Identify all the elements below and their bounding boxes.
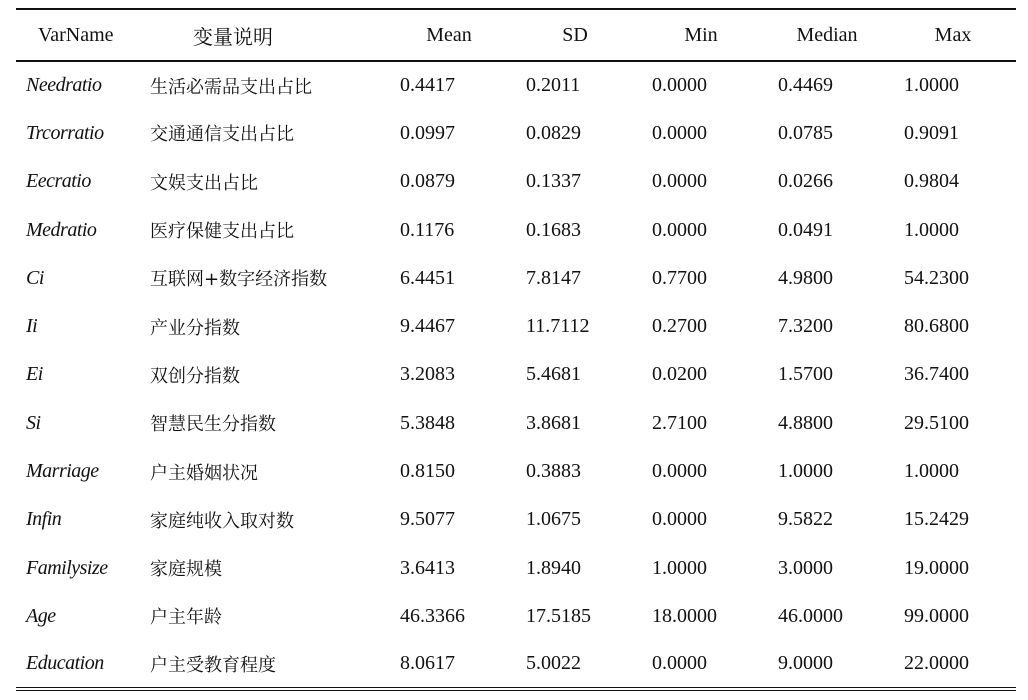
cell-min: 0.0000	[652, 74, 707, 97]
cell-sd: 1.8940	[526, 556, 581, 579]
cell-description: 交通通信支出占比	[150, 124, 294, 146]
table-row	[16, 496, 1016, 544]
cell-mean: 3.2083	[400, 363, 455, 386]
cell-sd: 7.8147	[526, 266, 581, 289]
cell-varname: Marriage	[26, 460, 99, 483]
cell-description: 家庭规模	[150, 559, 222, 581]
cell-max: 29.5100	[904, 411, 969, 434]
cell-max: 0.9804	[904, 170, 959, 193]
table-header	[16, 9, 1016, 61]
cell-mean: 5.3848	[400, 411, 455, 434]
cell-max: 1.0000	[904, 460, 959, 483]
cell-sd: 11.7112	[526, 315, 590, 338]
cell-sd: 17.5185	[526, 604, 591, 627]
cell-min: 0.0000	[652, 218, 707, 241]
cell-description: 智慧民生分指数	[150, 414, 276, 436]
cell-description: 文娱支出占比	[150, 172, 258, 194]
cell-mean: 6.4451	[400, 266, 455, 289]
cell-min: 0.0000	[638, 641, 764, 689]
table-row	[16, 109, 1016, 157]
cell-median: 1.0000	[778, 460, 833, 483]
cell-varname: Medratio	[26, 218, 97, 241]
table-row	[16, 447, 1016, 495]
cell-min: 1.0000	[652, 556, 707, 579]
cell-description: 户主婚姻状况	[150, 462, 258, 484]
cell-mean: 0.0997	[400, 121, 455, 144]
header-row	[16, 9, 1016, 61]
table-body	[16, 61, 1016, 689]
cell-description: 家庭纯收入取对数	[150, 510, 294, 532]
header-varname: VarName	[16, 9, 136, 61]
cell-varname: Age	[26, 604, 56, 627]
cell-mean: 0.4417	[400, 74, 455, 97]
cell-max: 22.0000	[890, 641, 1016, 689]
cell-sd: 5.4681	[526, 363, 581, 386]
header-max: Max	[890, 9, 1016, 61]
cell-varname: Ci	[26, 266, 44, 289]
cell-varname: Ii	[26, 315, 38, 338]
cell-description: 双创分指数	[150, 365, 240, 387]
table-row	[16, 399, 1016, 447]
cell-max: 19.0000	[904, 556, 969, 579]
cell-median: 4.8800	[778, 411, 833, 434]
cell-mean: 9.4467	[400, 315, 455, 338]
cell-min: 0.0000	[652, 170, 707, 193]
cell-min: 18.0000	[652, 604, 717, 627]
descriptive-statistics-table-wrapper	[16, 8, 1016, 691]
cell-description: 户主受教育程度	[136, 641, 386, 689]
cell-mean: 46.3366	[400, 604, 465, 627]
cell-min: 2.7100	[652, 411, 707, 434]
cell-sd: 5.0022	[512, 641, 638, 689]
header-min: Min	[638, 9, 764, 61]
cell-median: 3.0000	[778, 556, 833, 579]
cell-varname: Eecratio	[26, 170, 91, 193]
table-row	[16, 254, 1016, 302]
cell-sd: 0.1337	[526, 170, 581, 193]
cell-median: 0.0491	[778, 218, 833, 241]
descriptive-statistics-table	[16, 8, 1016, 691]
cell-min: 0.0200	[652, 363, 707, 386]
cell-median: 1.5700	[778, 363, 833, 386]
cell-sd: 0.1683	[526, 218, 581, 241]
cell-min: 0.0000	[652, 508, 707, 531]
cell-description: 医疗保健支出占比	[150, 221, 294, 243]
table-row	[16, 641, 1016, 689]
cell-description: 生活必需品支出占比	[150, 76, 312, 98]
cell-mean: 0.1176	[400, 218, 455, 241]
cell-max: 36.7400	[904, 363, 969, 386]
cell-min: 0.0000	[652, 460, 707, 483]
table-row	[16, 544, 1016, 592]
cell-min: 0.7700	[652, 266, 707, 289]
cell-mean: 8.0617	[386, 641, 512, 689]
cell-varname: Trcorratio	[26, 121, 104, 144]
cell-median: 0.0785	[778, 121, 833, 144]
cell-varname: Infin	[26, 508, 62, 531]
cell-mean: 0.8150	[400, 460, 455, 483]
cell-max: 80.6800	[904, 315, 969, 338]
header-median: Median	[764, 9, 890, 61]
cell-median: 9.5822	[778, 508, 833, 531]
cell-max: 99.0000	[904, 604, 969, 627]
table-row	[16, 61, 1016, 109]
header-sd: SD	[512, 9, 638, 61]
cell-description: 产业分指数	[150, 317, 240, 339]
cell-sd: 0.3883	[526, 460, 581, 483]
cell-varname: Needratio	[26, 74, 102, 97]
header-description: 变量说明	[136, 9, 386, 61]
cell-max: 0.9091	[904, 121, 959, 144]
cell-mean: 9.5077	[400, 508, 455, 531]
cell-median: 7.3200	[778, 315, 833, 338]
cell-median: 0.0266	[778, 170, 833, 193]
cell-sd: 0.2011	[526, 74, 581, 97]
cell-median: 4.9800	[778, 266, 833, 289]
cell-median: 0.4469	[778, 74, 833, 97]
cell-sd: 1.0675	[526, 508, 581, 531]
table-row	[16, 206, 1016, 254]
header-mean: Mean	[386, 9, 512, 61]
cell-median: 9.0000	[764, 641, 890, 689]
cell-varname: Education	[16, 641, 136, 689]
table-row	[16, 351, 1016, 399]
cell-varname: Ei	[26, 363, 43, 386]
cell-varname: Familysize	[26, 556, 108, 579]
cell-mean: 0.0879	[400, 170, 455, 193]
cell-mean: 3.6413	[400, 556, 455, 579]
cell-sd: 0.0829	[526, 121, 581, 144]
table-row	[16, 592, 1016, 640]
cell-description: 互联网+数字经济指数	[150, 269, 328, 291]
cell-min: 0.2700	[652, 315, 707, 338]
cell-varname: Si	[26, 411, 41, 434]
cell-max: 1.0000	[904, 218, 959, 241]
cell-max: 15.2429	[904, 508, 969, 531]
cell-max: 54.2300	[904, 266, 969, 289]
table-row	[16, 158, 1016, 206]
cell-sd: 3.8681	[526, 411, 581, 434]
cell-min: 0.0000	[652, 121, 707, 144]
cell-description: 户主年龄	[150, 607, 222, 629]
cell-max: 1.0000	[904, 74, 959, 97]
cell-median: 46.0000	[778, 604, 843, 627]
table-row	[16, 302, 1016, 350]
